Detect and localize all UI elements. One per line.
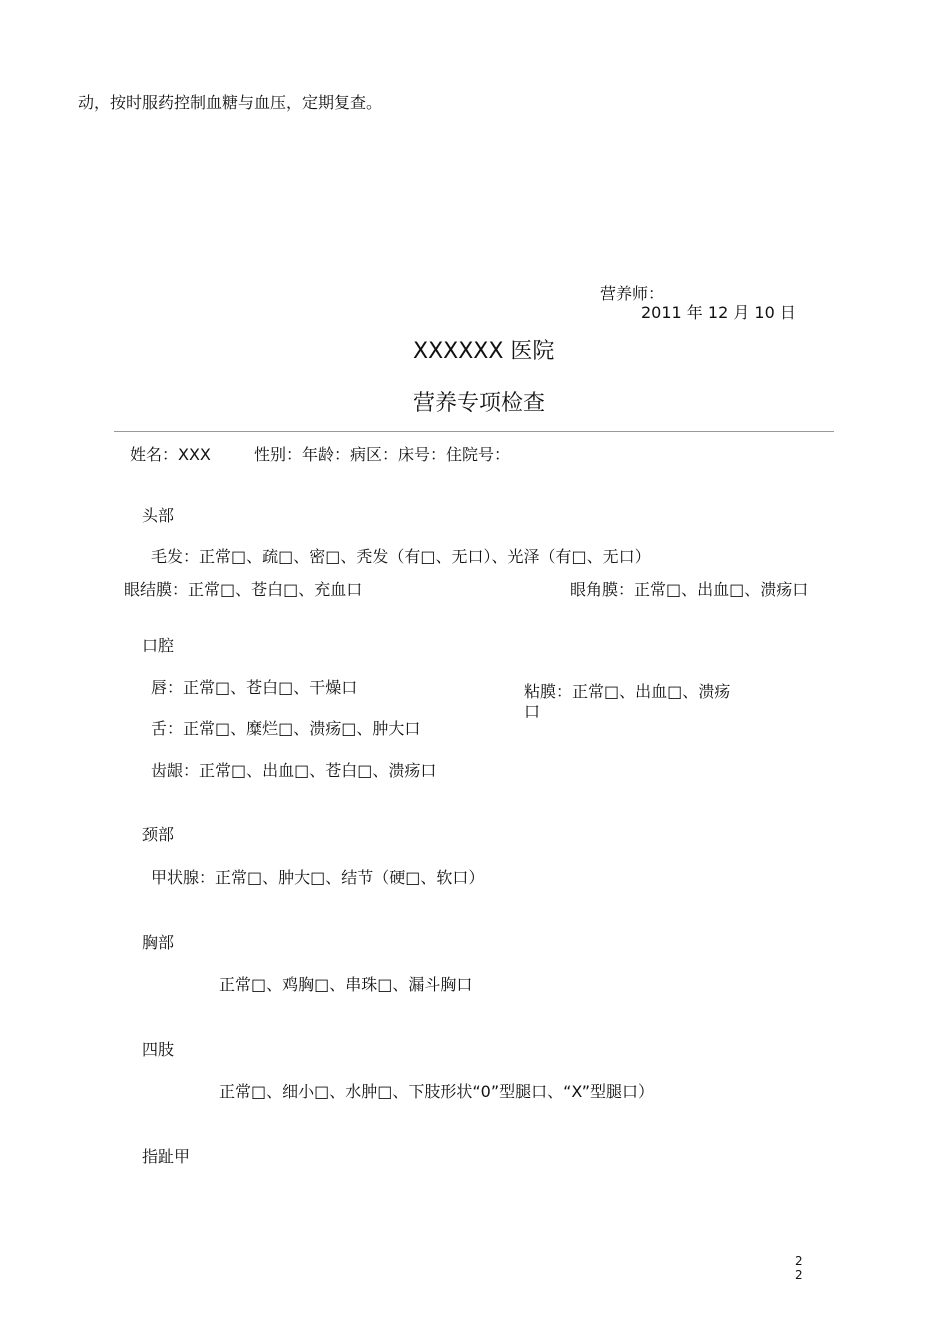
nutritionist-label: 营养师： (600, 284, 665, 303)
patient-name: 姓名：XXX (130, 445, 211, 464)
patient-fields: 性别：年龄：病区：床号：住院号： (254, 445, 511, 464)
section-nails-title: 指趾甲 (142, 1147, 191, 1166)
limbs-options: 正常□、细小□、水肿□、下肢形状“0”型腿口、“X”型腿口） (219, 1082, 655, 1101)
gums-item: 齿龈：正常□、出血□、苍白□、溃疡口 (151, 761, 437, 780)
hair-item: 毛发：正常□、疏□、密□、秃发（有□、无口）、光泽（有□、无口） (151, 547, 651, 566)
mucosa-item-line2: 口 (524, 702, 541, 721)
page-number-line2: 2 (795, 1268, 803, 1282)
date: 2011 年 12 月 10 日 (641, 303, 796, 322)
form-title: 营养专项检查 (413, 391, 546, 416)
continuation-text: 动，按时服药控制血糖与血压，定期复查。 (78, 93, 383, 112)
section-limbs-title: 四肢 (142, 1040, 175, 1059)
title-divider (114, 431, 834, 432)
section-chest-title: 胸部 (142, 933, 175, 952)
tongue-item: 舌：正常□、糜烂□、溃疡□、肿大口 (151, 719, 421, 738)
mucosa-item-line1: 粘膜：正常□、出血□、溃疡 (524, 682, 731, 701)
chest-options: 正常□、鸡胸□、串珠□、漏斗胸口 (219, 975, 473, 994)
cornea-item: 眼角膜：正常□、出血□、溃疡口 (570, 580, 809, 599)
thyroid-item: 甲状腺：正常□、肿大□、结节（硬□、软口） (151, 868, 485, 887)
hospital-name: XXXXXX 医院 (413, 339, 555, 364)
lips-item: 唇：正常□、苍白□、干燥口 (151, 678, 358, 697)
conjunctiva-item: 眼结膜：正常□、苍白□、充血口 (124, 580, 363, 599)
section-mouth-title: 口腔 (142, 636, 175, 655)
section-head-title: 头部 (142, 506, 175, 525)
section-neck-title: 颈部 (142, 825, 175, 844)
page-number-line1: 2 (795, 1254, 803, 1268)
